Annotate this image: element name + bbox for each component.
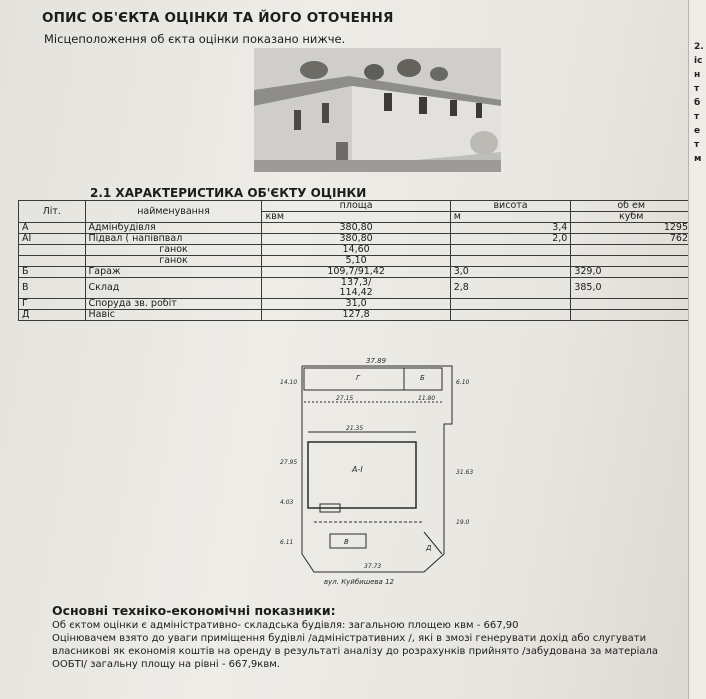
cell-height	[450, 256, 571, 267]
cell-name: Підвал ( напівпвал	[85, 234, 262, 245]
header-volume-unit: кубм	[571, 212, 692, 223]
plan-street: вул. Куйбишева 12	[324, 578, 394, 586]
plan-top-dim: 37.89	[366, 357, 387, 365]
cell-height	[450, 310, 571, 321]
cell-volume: 385,0	[571, 278, 692, 299]
header-name: найменування	[85, 201, 262, 223]
cell-area-line2: 114,42	[339, 287, 373, 298]
cell-area	[262, 278, 450, 299]
page-subtitle: Місцеположення об єкта оцінки показано нижче.	[44, 32, 346, 46]
cell-area: 380,80	[262, 223, 450, 234]
plan-label-g: Г	[356, 374, 360, 382]
cell-height: 2,8	[450, 278, 571, 299]
plan-label-a: А-І	[352, 465, 363, 474]
plan-right-dim-3: 19.0	[456, 519, 470, 526]
cell-area: 5,10	[262, 256, 450, 267]
table-row	[19, 245, 692, 256]
cell-volume: 1295	[571, 223, 692, 234]
adjacent-page-edge	[688, 0, 706, 699]
footer-line-4: ООБТІ/ загальну площу на рівні - 667,9квм.	[52, 659, 280, 670]
adjacent-fragment: іс	[694, 56, 703, 66]
building-photo	[254, 48, 501, 172]
cell-height: 3,4	[450, 223, 571, 234]
header-height-unit: м	[450, 212, 571, 223]
adjacent-fragment: т	[694, 112, 700, 122]
table-row	[19, 256, 692, 267]
page-title: ОПИС ОБ'ЄКТА ОЦІНКИ ТА ЙОГО ОТОЧЕННЯ	[42, 10, 394, 26]
adjacent-fragment: т	[694, 84, 700, 94]
plan-inner-right: 11.80	[418, 395, 436, 402]
cell-volume: 762	[571, 234, 692, 245]
plan-left-dim-3: 4.03	[280, 499, 294, 506]
header-area-unit: квм	[262, 212, 450, 223]
cell-volume	[571, 310, 692, 321]
cell-volume: 329,0	[571, 267, 692, 278]
table-row	[19, 299, 692, 310]
plan-left-dim-1: 14.10	[280, 379, 298, 386]
adjacent-fragment: м	[694, 154, 702, 164]
cell-lit	[19, 256, 86, 267]
cell-area: 127,8	[262, 310, 450, 321]
cell-area: 31,0	[262, 299, 450, 310]
table-row	[19, 223, 692, 234]
plan-right-dim-1: 6.10	[456, 379, 470, 386]
plan-left-dim-2: 27.95	[280, 459, 298, 466]
cell-name: Споруда зв. робіт	[85, 299, 262, 310]
cell-volume	[571, 299, 692, 310]
table-header-row	[19, 201, 692, 212]
table-row	[19, 234, 692, 245]
cell-name: ганок	[85, 256, 262, 267]
cell-lit: В	[19, 278, 86, 299]
header-lit: Літ.	[19, 201, 86, 223]
cell-volume	[571, 245, 692, 256]
footer-title: Основні техніко-економічні показники:	[52, 603, 336, 618]
header-area: площа	[262, 201, 450, 212]
footer-line-2: Оцінювачем взято до уваги приміщення будівлі /адміністративних /, які в змозі генерувати дохід або слугувати	[52, 633, 647, 644]
footer-line-1: Об єктом оцінки є адміністративно- складська будівля: загальною площею квм - 667,90	[52, 620, 519, 631]
building-photo-image	[254, 48, 501, 172]
section-title: 2.1 ХАРАКТЕРИСТИКА ОБ'ЄКТУ ОЦІНКИ	[90, 186, 367, 200]
cell-area: 109,7/91,42	[262, 267, 450, 278]
plan-label-b: Б	[420, 374, 425, 382]
cell-lit: Г	[19, 299, 86, 310]
plan-bld-a-dim: 21.35	[346, 425, 364, 432]
cell-height	[450, 299, 571, 310]
cell-lit: Д	[19, 310, 86, 321]
adjacent-fragment: 2.	[694, 42, 704, 52]
plan-bottom-dim: 37.73	[364, 563, 382, 570]
header-height: висота	[450, 201, 571, 212]
adjacent-fragment: т	[694, 140, 700, 150]
cell-name: ганок	[85, 245, 262, 256]
cell-name: Навіс	[85, 310, 262, 321]
table-row	[19, 278, 692, 299]
cell-name: Склад	[85, 278, 262, 299]
cell-height: 3,0	[450, 267, 571, 278]
cell-height	[450, 245, 571, 256]
cell-volume	[571, 256, 692, 267]
table-row	[19, 267, 692, 278]
adjacent-fragment: б	[694, 98, 701, 108]
plan-right-dim-2: 31.63	[456, 469, 474, 476]
adjacent-fragment: е	[694, 126, 701, 136]
footer-line-3: власникові як економія коштів на оренду в результаті аналізу до розрахунків прийнято /забудована за матеріала	[52, 646, 659, 657]
cell-area: 14,60	[262, 245, 450, 256]
cell-name: Гараж	[85, 267, 262, 278]
cell-height: 2,0	[450, 234, 571, 245]
plan-label-v: В	[344, 538, 349, 546]
building-a	[308, 442, 416, 508]
plan-label-d: Д	[426, 544, 432, 552]
cell-area-line1: 137,3/	[340, 277, 372, 288]
adjacent-fragment: н	[694, 70, 701, 80]
characteristics-table	[18, 200, 692, 321]
cell-lit: А	[19, 223, 86, 234]
cell-lit: Б	[19, 267, 86, 278]
header-volume: об ем	[571, 201, 692, 212]
plan-left-dim-4: 6.11	[280, 539, 294, 546]
site-plan	[274, 354, 480, 588]
plan-inner-top: 27.15	[336, 395, 354, 402]
cell-name: Адмінбудівля	[85, 223, 262, 234]
cell-lit	[19, 245, 86, 256]
table-row	[19, 310, 692, 321]
cell-lit: АІ	[19, 234, 86, 245]
cell-area: 380,80	[262, 234, 450, 245]
